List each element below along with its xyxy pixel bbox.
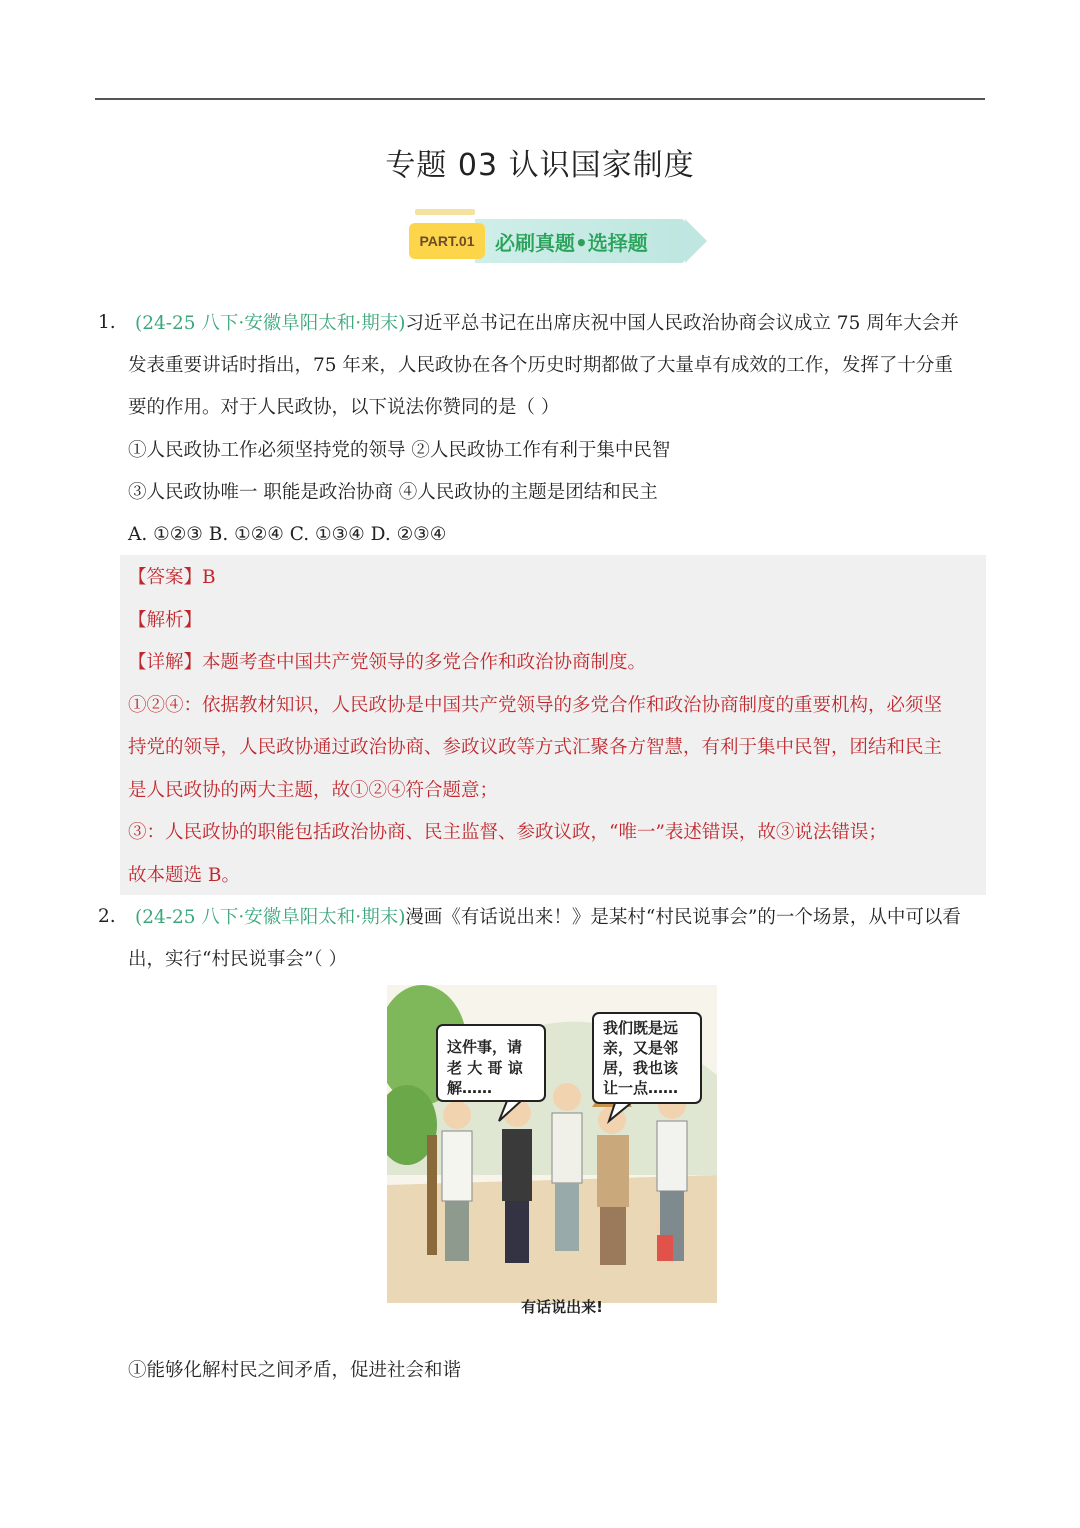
cartoon-illustration xyxy=(387,985,717,1303)
detail-line: 【详解】本题考查中国共产党领导的多党合作和政治协商制度。 xyxy=(128,652,647,673)
banner-arrow xyxy=(685,219,707,263)
conclusion-line: 故本题选 B。 xyxy=(128,865,240,886)
bubble-left-text-2: 老 大 哥 谅 xyxy=(447,1059,523,1077)
part-title: 必刷真题•选择题 xyxy=(495,231,648,255)
bubble-right-text-3: 居，我也该 xyxy=(603,1059,679,1077)
page-title: 专题 03 认识国家制度 xyxy=(385,148,695,183)
question-stem-line: 出，实行“村民说事会”（ ） xyxy=(128,949,348,970)
question-stem-line xyxy=(135,312,959,336)
part-banner xyxy=(405,207,705,269)
statement-line: ③人民政协唯一 职能是政治协商 ④人民政协的主题是团结和民主 xyxy=(128,482,658,503)
question-number: 2. xyxy=(98,906,116,927)
bubble-right-text-1: 我们既是远 xyxy=(603,1019,679,1037)
answer-options: A. ①②③ B. ①②④ C. ①③④ D. ②③④ xyxy=(128,524,447,545)
question-stem-line: 要的作用。对于人民政协，以下说法你赞同的是（ ） xyxy=(128,397,560,418)
statement-line: ①人民政协工作必须坚持党的领导 ②人民政协工作有利于集中民智 xyxy=(128,440,671,461)
analysis-label: 【解析】 xyxy=(128,610,203,631)
question-stem-line: 发表重要讲话时指出，75 年来，人民政协在各个历史时期都做了大量卓有成效的工作，发挥了十分重 xyxy=(128,355,953,376)
explanation-line: ①②④：依据教材知识，人民政协是中国共产党领导的多党合作和政治协商制度的重要机构，必须坚 xyxy=(128,695,943,716)
question-stem-text: 习近平总书记在出席庆祝中国人民政治协商会议成立 75 周年大会并 xyxy=(405,313,959,334)
bubble-left-text-3: 解…… xyxy=(447,1079,493,1097)
header-rule xyxy=(95,98,985,100)
question-source: (24-25 八下·安徽阜阳太和·期末) xyxy=(135,313,406,334)
explanation-line: 是人民政协的两大主题，故①②④符合题意； xyxy=(128,780,499,801)
question-stem-text: 漫画《有话说出来！》是某村“村民说事会”的一个场景，从中可以看 xyxy=(405,907,961,928)
explanation-line: 持党的领导，人民政协通过政治协商、参政议政等方式汇聚各方智慧，有利于集中民智，团结和民主 xyxy=(128,737,943,758)
answer-label: 【答案】B xyxy=(128,567,216,588)
question-stem-line xyxy=(135,906,961,930)
statement-line: ①能够化解村民之间矛盾，促进社会和谐 xyxy=(128,1360,462,1381)
part-tag: PART.01 xyxy=(409,223,485,259)
banner-decoration xyxy=(415,209,475,215)
bubble-right-text-4: 让一点…… xyxy=(603,1079,679,1097)
cartoon-caption: 有话说出来! xyxy=(521,1298,603,1316)
bubble-right-text-2: 亲，又是邻 xyxy=(603,1039,679,1057)
bubble-left-text-1: 这件事，请 xyxy=(447,1038,523,1056)
question-number: 1. xyxy=(98,312,116,333)
question-source: (24-25 八下·安徽阜阳太和·期末) xyxy=(135,907,406,928)
explanation-line: ③：人民政协的职能包括政治协商、民主监督、参政议政，“唯一”表述错误，故③说法错误； xyxy=(128,822,887,843)
